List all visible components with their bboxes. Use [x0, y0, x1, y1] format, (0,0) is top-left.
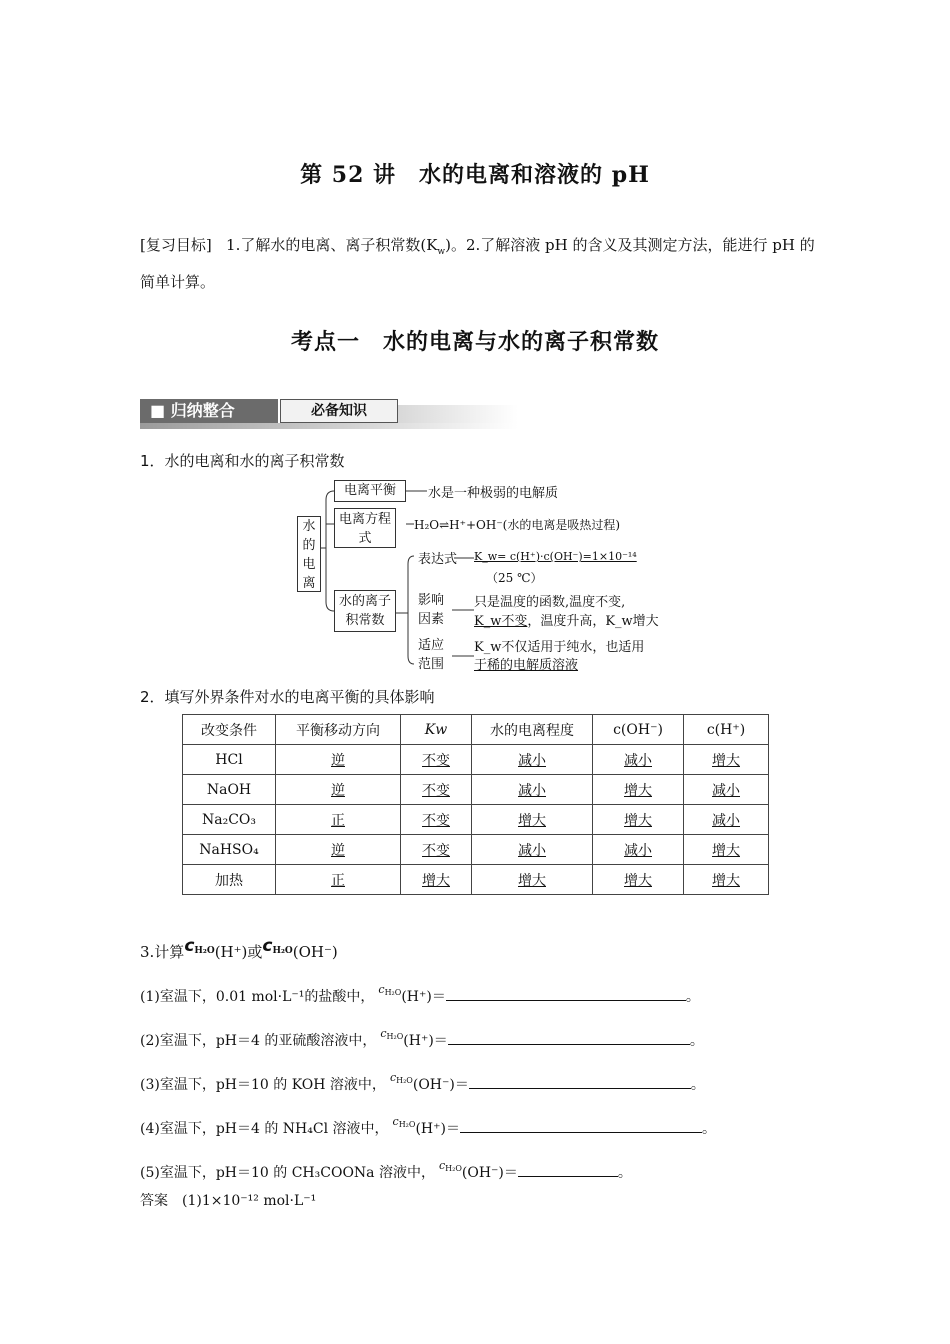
review-goal [140, 230, 820, 297]
question-5 [140, 1159, 632, 1182]
c-sub: H₂O [445, 1164, 462, 1173]
factor-kw-unchanged: K_w不变 [474, 614, 528, 629]
table-cell: 减小 [518, 752, 546, 769]
box-ionization-equation: 电离方程式 [334, 508, 396, 548]
part3-heading-c: (OH⁻) [292, 943, 338, 961]
expr-condition: （25 ℃） [486, 571, 543, 585]
table-cell: 增大 [518, 812, 546, 829]
factor-line-2 [474, 610, 659, 629]
answer-line: 答案 (1)1×10⁻¹² mol·L⁻¹ [140, 1193, 317, 1209]
question-2 [140, 1027, 704, 1050]
answer-blank[interactable] [448, 1030, 690, 1045]
answer-blank[interactable] [460, 1118, 702, 1133]
part3-heading [140, 936, 338, 962]
table-cell: 减小 [518, 782, 546, 799]
factor-label: 影响因素 [418, 593, 445, 627]
table-row [183, 775, 769, 805]
question-text: (5)室温下，pH＝10 的 CH₃COONa 溶液中， [140, 1165, 435, 1181]
table-cell: 增大 [712, 842, 740, 859]
section-title: 考点一 水的电离与水的离子积常数 [290, 329, 659, 355]
expr-formula: K_w= c(H⁺)·c(OH⁻)=1×10⁻¹⁴ [474, 550, 637, 563]
c-symbol: c [392, 1115, 399, 1128]
expr-label: 表达式 [418, 552, 458, 567]
table-header-row [183, 715, 769, 745]
question-end: 。 [685, 989, 700, 1005]
answer-blank[interactable] [518, 1162, 618, 1177]
c-sub: H₂O [398, 1120, 416, 1129]
question-ion: (OH⁻)＝ [412, 1077, 469, 1093]
factor-line-1: 只是温度的函数,温度不变, [474, 595, 626, 610]
question-text: (2)室温下，pH＝4 的亚硫酸溶液中， [140, 1033, 377, 1049]
table-row [183, 835, 769, 865]
table-cell: 增大 [624, 812, 652, 829]
question-end: 。 [617, 1165, 632, 1181]
table-cell: 增大 [518, 872, 546, 889]
table-header: c(OH⁻) [593, 715, 684, 745]
factor-kw-increase: ，温度升高，K_w增大 [527, 614, 659, 629]
goal-text: 1.了解水的电离、离子积常数(K [226, 236, 438, 254]
c-symbol: c [438, 1159, 446, 1172]
question-end: 。 [690, 1077, 705, 1093]
part1-heading: 1．水的电离和水的离子积常数 [140, 452, 345, 470]
table-cell: 逆 [331, 752, 345, 769]
c-symbol: c [380, 1027, 387, 1040]
table-cell: 减小 [624, 842, 652, 859]
question-end: 。 [701, 1121, 716, 1137]
table-header: 水的电离程度 [472, 715, 593, 745]
concept-diagram [290, 478, 690, 678]
part3-heading-a: 3.计算 [140, 943, 185, 961]
c-sub: H₂O [386, 1032, 404, 1041]
question-ion: (H⁺)＝ [415, 1121, 460, 1137]
c-symbol: c [389, 1071, 397, 1084]
table-cell: 逆 [331, 782, 345, 799]
question-ion: (H⁺)＝ [403, 1033, 448, 1049]
scope-line-1: K_w不仅适用于纯水，也适用 [474, 640, 645, 655]
table-header: Kw [401, 715, 472, 745]
page-title: 第 52 讲 水的电离和溶液的 pH [300, 162, 650, 188]
table-cell: 逆 [331, 842, 345, 859]
table-cell: 不变 [422, 812, 450, 829]
c-sub: H₂O [194, 946, 215, 956]
answer-blank[interactable] [446, 986, 686, 1001]
table-row [183, 865, 769, 895]
c-symbol: c [262, 936, 273, 956]
question-4 [140, 1115, 716, 1138]
question-3 [140, 1071, 705, 1094]
c-sub: H₂O [384, 988, 402, 997]
table-cell: Na₂CO₃ [183, 805, 276, 835]
table-cell: HCl [183, 745, 276, 775]
table-header: 平衡移动方向 [276, 715, 401, 745]
goal-label: [复习目标] [140, 236, 212, 254]
banner-left: ■ 归纳整合 [140, 399, 278, 423]
answer-blank[interactable] [469, 1074, 691, 1089]
table-cell: 减小 [712, 812, 740, 829]
question-1 [140, 983, 700, 1006]
table-cell: 增大 [624, 872, 652, 889]
question-end: 。 [689, 1033, 704, 1049]
c-symbol: c [184, 936, 195, 956]
question-ion: (OH⁻)＝ [461, 1165, 518, 1181]
question-text: (4)室温下，pH＝4 的 NH₄Cl 溶液中， [140, 1121, 389, 1137]
diagram-root: 水的电离 [297, 516, 321, 592]
table-cell: 增大 [422, 872, 450, 889]
influence-table [182, 714, 769, 895]
question-text: (3)室温下，pH＝10 的 KOH 溶液中， [140, 1077, 386, 1093]
table-cell: 减小 [518, 842, 546, 859]
table-row [183, 805, 769, 835]
table-cell: 减小 [712, 782, 740, 799]
table-header: 改变条件 [183, 715, 276, 745]
b1-text: 水是一种极弱的电解质 [428, 486, 559, 501]
goal-sub: w [437, 247, 446, 257]
c-sub: H₂O [396, 1076, 413, 1085]
table-cell: NaHSO₄ [183, 835, 276, 865]
table-cell: 正 [331, 812, 345, 829]
table-cell: 增大 [712, 872, 740, 889]
table-cell: 减小 [624, 752, 652, 769]
table-cell: 不变 [422, 782, 450, 799]
table-cell: 加热 [183, 865, 276, 895]
table-row [183, 745, 769, 775]
table-cell: 正 [331, 872, 345, 889]
goal-text-2: )。2.了解溶液 pH 的含义及其测定方法，能进行 pH 的简单计算。 [140, 236, 815, 291]
banner-right: 必备知识 [280, 399, 398, 423]
part2-heading: 2．填写外界条件对水的电离平衡的具体影响 [140, 688, 435, 706]
table-cell: 不变 [422, 842, 450, 859]
part3-heading-b: (H⁺)或 [214, 943, 263, 961]
box-ionization-equilibrium: 电离平衡 [334, 480, 406, 502]
scope-line-2: 于稀的电解质溶液 [474, 658, 579, 673]
c-sub: H₂O [272, 946, 293, 956]
table-header: c(H⁺) [684, 715, 769, 745]
c-symbol: c [378, 983, 385, 996]
section-banner [140, 397, 518, 429]
scope-label: 适应范围 [418, 638, 445, 672]
question-ion: (H⁺)＝ [401, 989, 446, 1005]
table-cell: 增大 [712, 752, 740, 769]
b2-text: H₂O⇌H⁺+OH⁻(水的电离是吸热过程) [414, 518, 621, 532]
box-ion-product: 水的离子积常数 [334, 590, 396, 632]
table-cell: 不变 [422, 752, 450, 769]
table-cell: NaOH [183, 775, 276, 805]
question-text: (1)室温下，0.01 mol·L⁻¹的盐酸中， [140, 989, 375, 1005]
table-cell: 增大 [624, 782, 652, 799]
